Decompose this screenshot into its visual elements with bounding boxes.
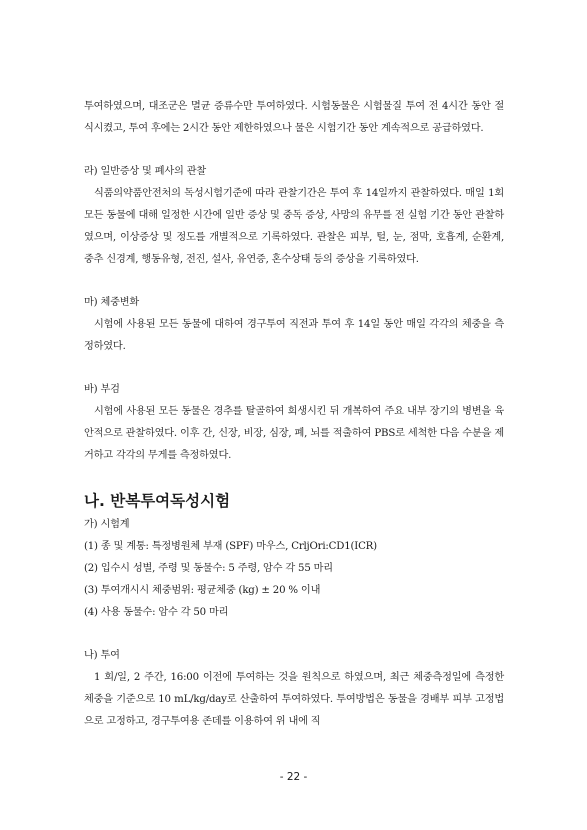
paragraph-body-weight: 시험에 사용된 모든 동물에 대하여 경구투여 직전과 투여 후 14일 동안 매일 각각의 체중을 측정하였다. bbox=[84, 319, 504, 352]
section-title: 나. 반복투여독성시험 bbox=[84, 492, 231, 510]
heading-administration: 나) 투여 bbox=[84, 650, 120, 661]
paragraph-continuation: 투여하였으며, 대조군은 멸균 증류수만 투여하였다. 시험동물은 시험물질 투여 전 4시간 동안 절식시켰고, 투여 후에는 2시간 동안 제한하였으나 물은 시험기간 동안 계속적으로 공급하였다. bbox=[84, 101, 504, 134]
list-item: (1) 종 및 계통: 특정병원체 부재 (SPF) 마우스, CrljOri:CD1(ICR) bbox=[84, 541, 377, 552]
heading-test-system: 가) 시험계 bbox=[84, 519, 130, 530]
test-system-list bbox=[84, 536, 504, 624]
list-item: (4) 사용 동물수: 암수 각 50 마리 bbox=[84, 607, 229, 618]
heading-autopsy: 바) 부검 bbox=[84, 384, 120, 395]
heading-general-symptoms: 라) 일반증상 및 폐사의 관찰 bbox=[84, 166, 206, 177]
list-item: (3) 투여개시시 체중범위: 평균체중 (kg) ± 20 % 이내 bbox=[84, 585, 321, 596]
page-number: - 22 - bbox=[279, 771, 308, 783]
page-content bbox=[84, 96, 504, 733]
paragraph-administration: 1 회/일, 2 주간, 16:00 이전에 투여하는 것을 원칙으로 하였으며, 최근 체중측정일에 측정한 체중을 기준으로 10 mL/kg/day로 산출하여 투여하였다. 투여방법은 동물을 경배부 피부 고정법으로 고정하고, 경구투여용 존데를 이용하여 위 내에 직 bbox=[84, 672, 504, 727]
heading-body-weight: 마) 체중변화 bbox=[84, 297, 140, 308]
paragraph-general-symptoms: 식품의약품안전처의 독성시험기준에 따라 관찰기간은 투여 후 14일까지 관찰하였다. 매일 1회 모든 동물에 대해 일정한 시간에 일반 증상 및 중독 증상, 사망의 유무를 전 실험 기간 동안 관찰하였으며, 이상증상 및 정도를 개별적으로 기록하였다. 관찰은 피부, 털, 눈, 점막, 호흡계, 순환계, 중추 신경계, 행동유형, 전진, 설사, 유연증, 혼수상태 등의 증상을 기록하였다. bbox=[84, 188, 504, 265]
paragraph-autopsy: 시험에 사용된 모든 동물은 경추를 탈골하여 희생시킨 뒤 개복하여 주요 내부 장기의 병변을 육안적으로 관찰하였다. 이후 간, 신장, 비장, 심장, 폐, 뇌를 적출하여 PBS로 세척한 다음 수분을 제거하고 각각의 무게를 측정하였다. bbox=[84, 406, 504, 461]
list-item: (2) 입수시 성별, 주령 및 동물수: 5 주령, 암수 각 55 마리 bbox=[84, 563, 333, 574]
